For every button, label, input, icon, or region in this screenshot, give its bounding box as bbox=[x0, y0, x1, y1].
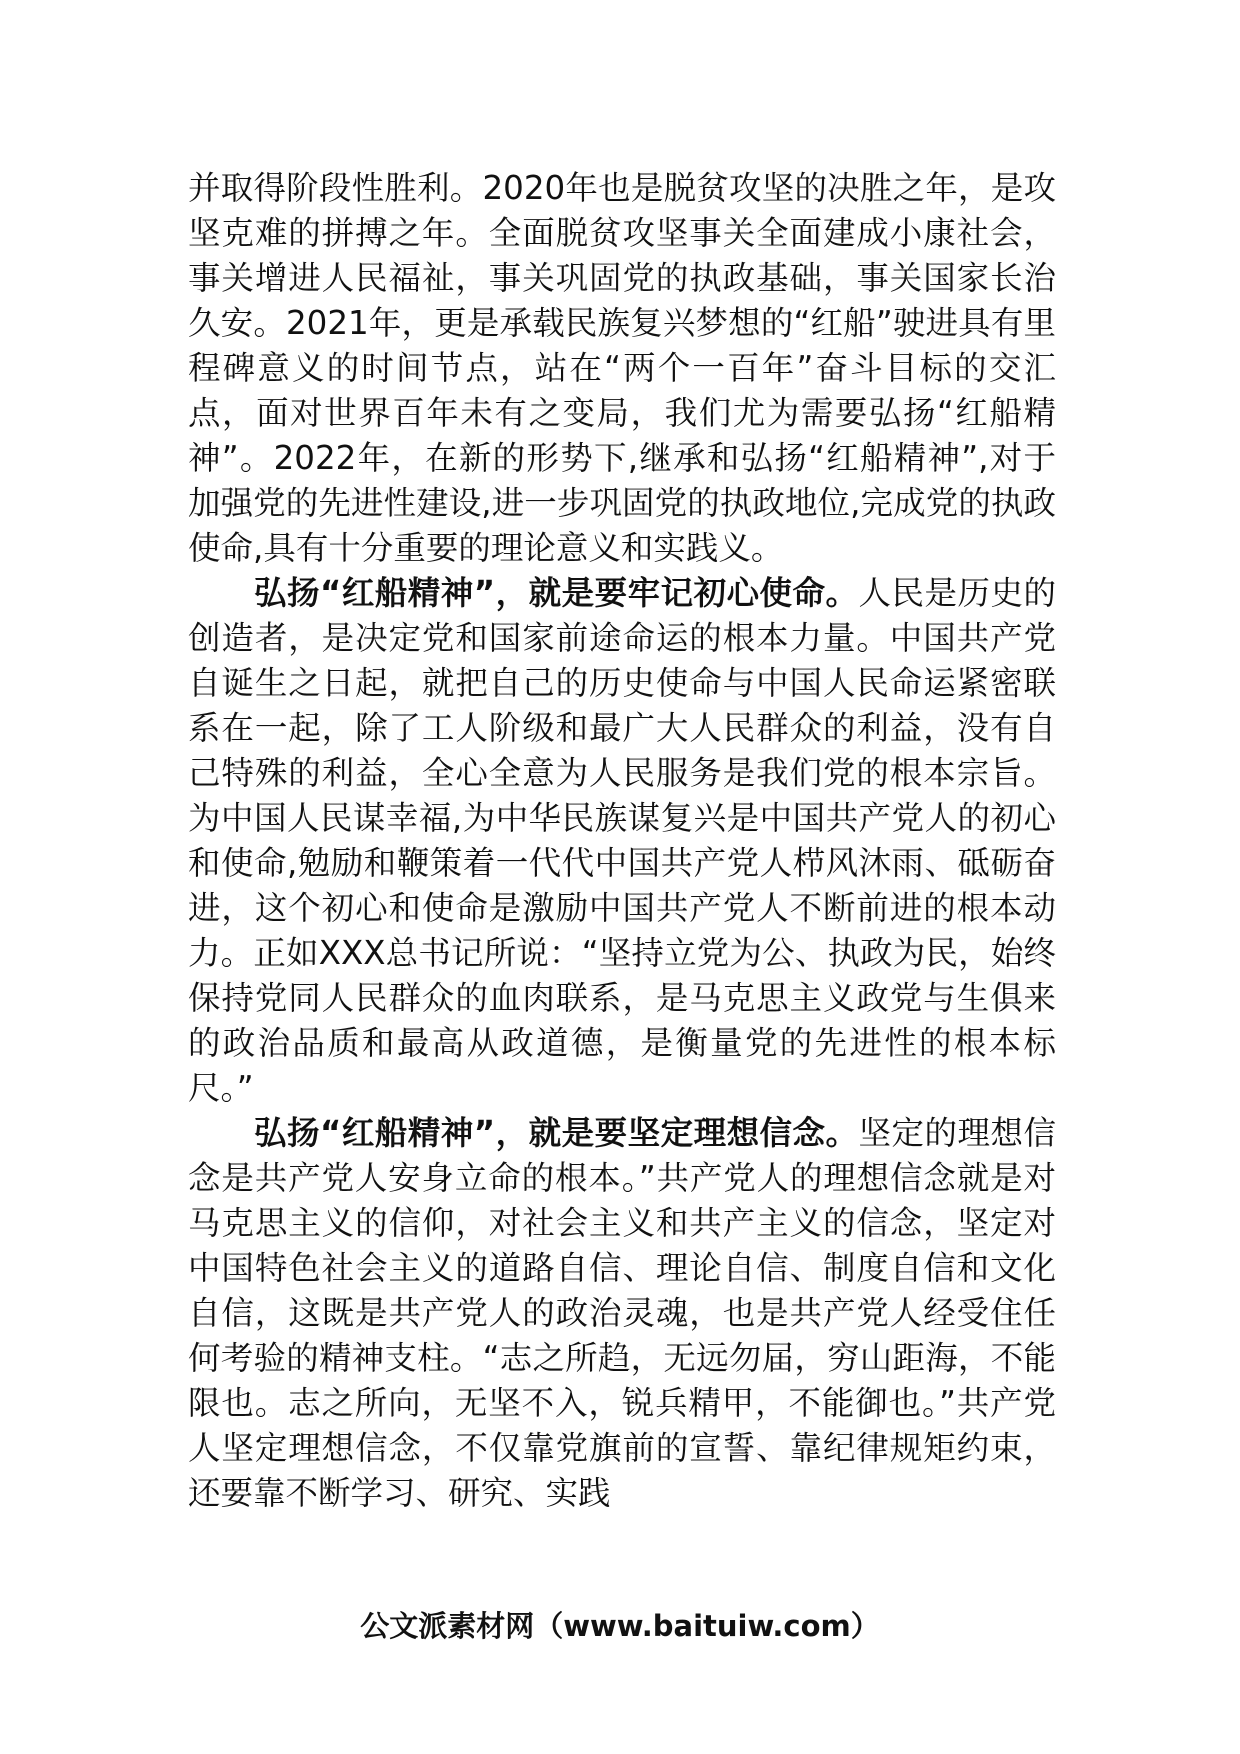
paragraph-3 bbox=[188, 1111, 1056, 1516]
page-footer: 公文派素材网（www.baituiw.com） bbox=[360, 1609, 880, 1643]
paragraph-1 bbox=[188, 166, 1056, 571]
paragraph-2 bbox=[188, 571, 1056, 1111]
paragraph-lead: 弘扬“红船精神”，就是要坚定理想信念。 bbox=[254, 1114, 859, 1152]
paragraph-text: 人民是历史的创造者，是决定党和国家前途命运的根本力量。中国共产党自诞生之日起，就把自己的历史使命与中国人民命运紧密联系在一起，除了工人阶级和最广大人民群众的利益，没有自己特殊的利益，全心全意为人民服务是我们党的根本宗旨。为中国人民谋幸福,为中华民族谋复兴是中国共产党人的初心和使命,勉励和鞭策着一代代中国共产党人栉风沐雨、砥砺奋进，这个初心和使命是激励中国共产党人不断前进的根本动力。正如XXX总书记所说：“坚持立党为公、执政为民，始终保持党同人民群众的血肉联系，是马克思主义政党与生俱来的政治品质和最高从政道德，是衡量党的先进性的根本标尺。” bbox=[188, 574, 1056, 1107]
paragraph-text: 并取得阶段性胜利。2020年也是脱贫攻坚的决胜之年，是攻坚克难的拼搏之年。全面脱贫攻坚事关全面建成小康社会，事关增进人民福祉，事关巩固党的执政基础，事关国家长治久安。2021年，更是承载民族复兴梦想的“红船”驶进具有里程碑意义的时间节点，站在“两个一百年”奋斗目标的交汇点，面对世界百年未有之变局，我们尤为需要弘扬“红船精神”。2022年，在新的形势下,继承和弘扬“红船精神”,对于加强党的先进性建设,进一步巩固党的执政地位,完成党的执政使命,具有十分重要的理论意义和实践义。 bbox=[188, 169, 1056, 567]
paragraph-text: 坚定的理想信念是共产党人安身立命的根本。”共产党人的理想信念就是对马克思主义的信仰，对社会主义和共产主义的信念，坚定对中国特色社会主义的道路自信、理论自信、制度自信和文化自信，这既是共产党人的政治灵魂，也是共产党人经受住任何考验的精神支柱。“志之所趋，无远勿届，穷山距海，不能限也。志之所向，无坚不入，锐兵精甲，不能御也。”共产党人坚定理想信念，不仅靠党旗前的宣誓、靠纪律规矩约束，还要靠不断学习、研究、实践 bbox=[188, 1114, 1056, 1512]
paragraph-lead: 弘扬“红船精神”，就是要牢记初心使命。 bbox=[254, 574, 859, 612]
document-body bbox=[188, 166, 1056, 1516]
